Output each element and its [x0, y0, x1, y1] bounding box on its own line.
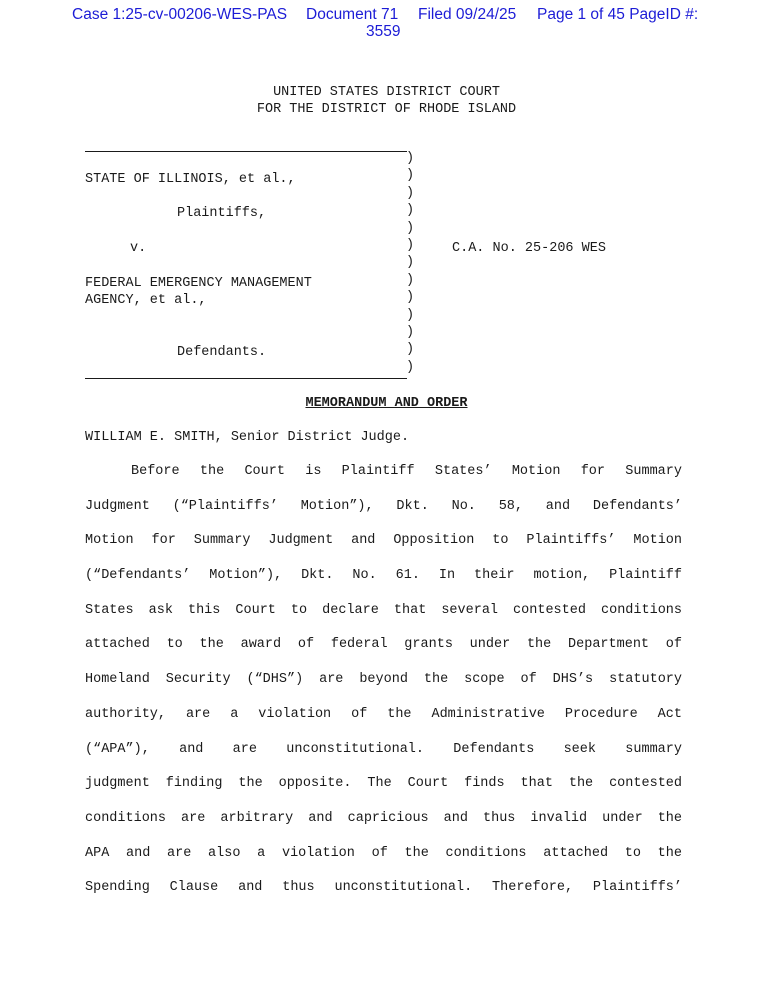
- defendant-role: Defendants.: [177, 345, 267, 360]
- plaintiff-name: STATE OF ILLINOIS, et al.,: [85, 172, 296, 187]
- caption-top-rule: [85, 151, 407, 152]
- paragraph-line: (“APA”), and are unconstitutional. Defendants seek summary: [85, 741, 682, 757]
- caption-bottom-rule: [85, 378, 407, 379]
- defendant-name-line-1: FEDERAL EMERGENCY MANAGEMENT: [85, 276, 312, 291]
- document-number: Document 71: [306, 6, 399, 23]
- judge-line: WILLIAM E. SMITH, Senior District Judge.: [85, 430, 410, 445]
- page-info: Page 1 of 45 PageID #:: [537, 6, 699, 23]
- court-name-line-2: FOR THE DISTRICT OF RHODE ISLAND: [256, 102, 517, 117]
- case-number-header: Case 1:25-cv-00206-WES-PAS: [72, 6, 288, 23]
- versus: v.: [130, 241, 147, 256]
- filed-date: Filed 09/24/25: [418, 6, 517, 23]
- paragraph-line: Motion for Summary Judgment and Opposition to Plaintiffs’ Motion: [85, 533, 682, 549]
- paragraph-line: (“Defendants’ Motion”), Dkt. No. 61. In their motion, Plaintiff: [85, 568, 682, 584]
- paragraph-line: States ask this Court to declare that several contested conditions: [85, 602, 682, 618]
- paragraph-line: authority, are a violation of the Administrative Procedure Act: [85, 706, 682, 722]
- paragraph-line: Judgment (“Plaintiffs’ Motion”), Dkt. No. 58, and Defendants’: [85, 498, 682, 514]
- paragraph-line: Homeland Security (“DHS”) are beyond the scope of DHS’s statutory: [85, 672, 682, 688]
- court-name-line-1: UNITED STATES DISTRICT COURT: [273, 85, 500, 100]
- paragraph-line: attached to the award of federal grants under the Department of: [85, 637, 682, 653]
- paragraph-line: Spending Clause and thus unconstitutional. Therefore, Plaintiffs’: [85, 880, 682, 896]
- caption-parentheses: ) ) ) ) ) ) ) ) ) ) ) ) ): [406, 151, 415, 375]
- paragraph-line: APA and are also a violation of the conditions attached to the: [85, 845, 682, 861]
- paragraph-line: judgment finding the opposite. The Court finds that the contested: [85, 776, 682, 792]
- defendant-name-line-2: AGENCY, et al.,: [85, 293, 207, 308]
- opinion-paragraph: [85, 464, 682, 915]
- paragraph-line: conditions are arbitrary and capricious and thus invalid under the: [85, 810, 682, 826]
- paragraph-line: Before the Court is Plaintiff States’ Motion for Summary: [131, 464, 682, 479]
- page-id: 3559: [366, 23, 401, 40]
- case-number: C.A. No. 25-206 WES: [452, 241, 606, 256]
- plaintiff-role: Plaintiffs,: [177, 206, 267, 221]
- document-title: MEMORANDUM AND ORDER: [305, 396, 468, 411]
